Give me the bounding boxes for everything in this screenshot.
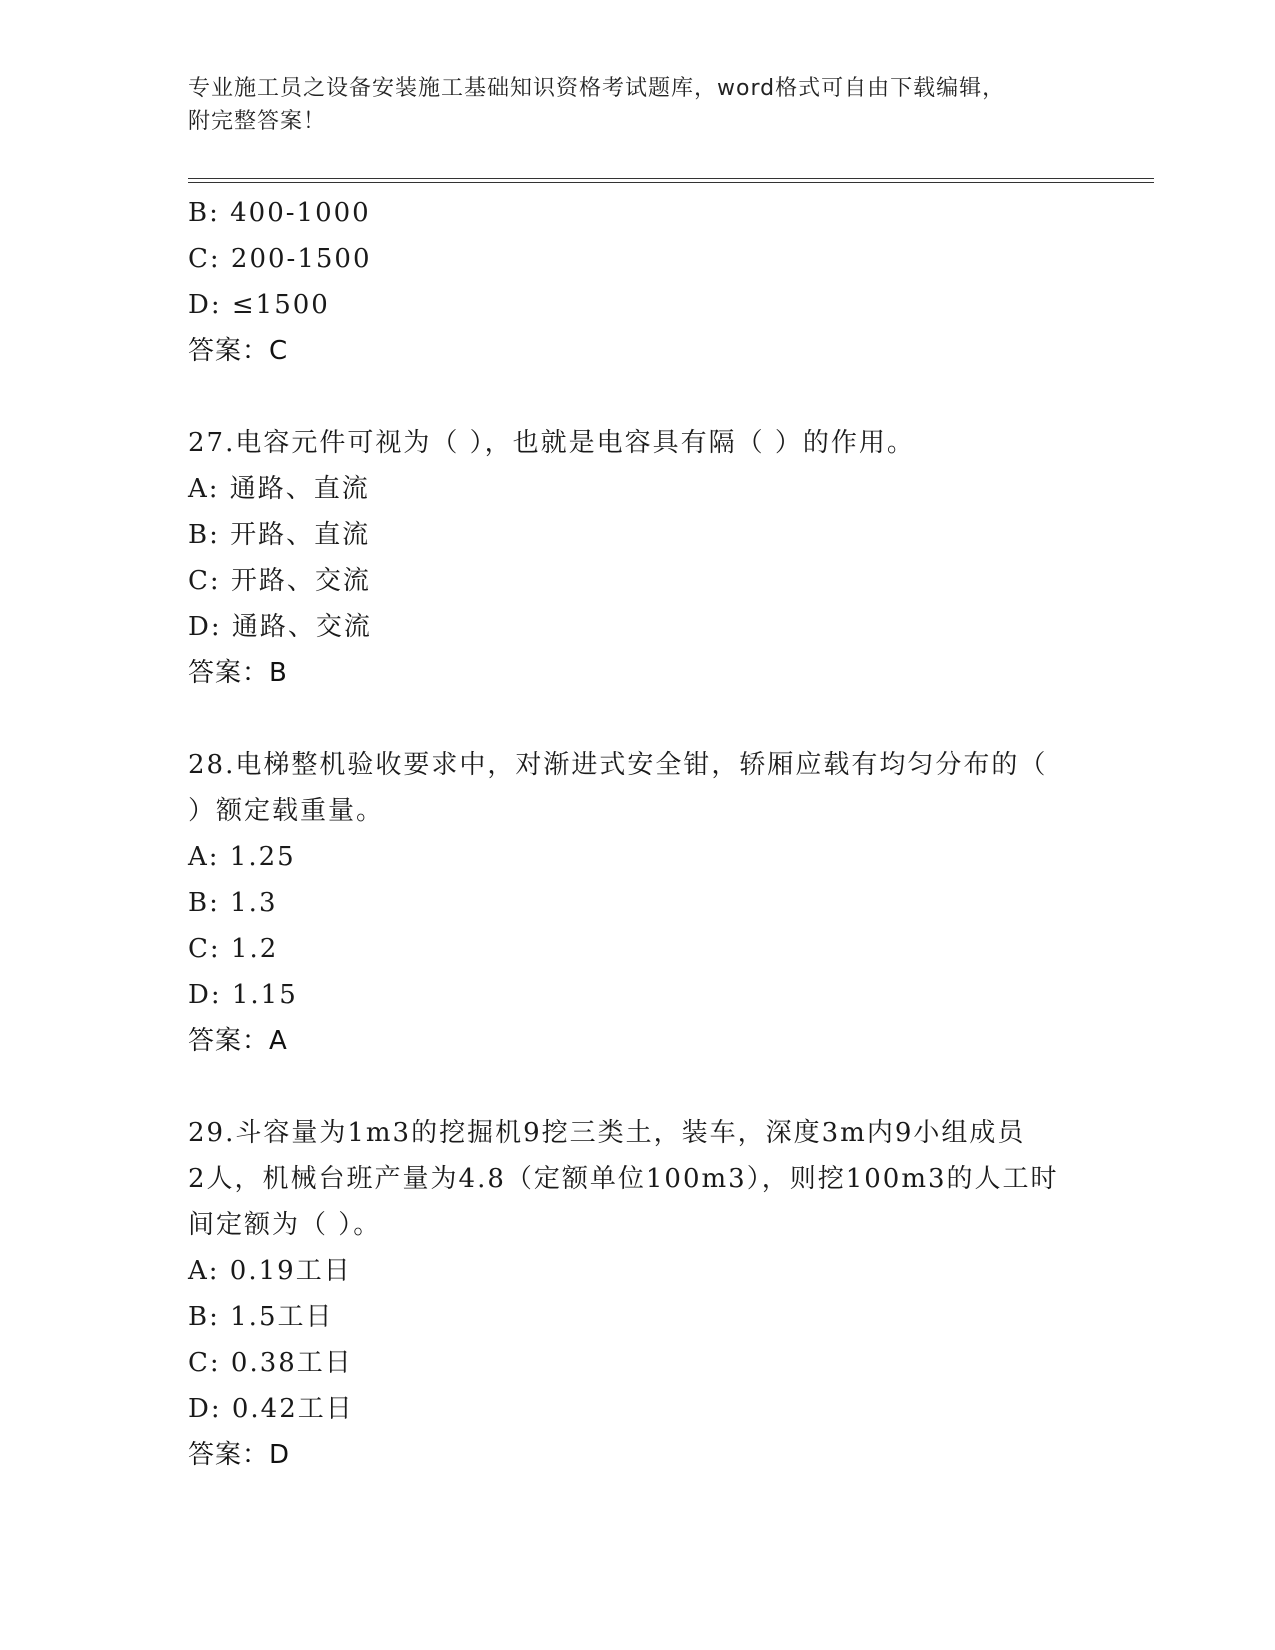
answer-line: 答案：C bbox=[188, 336, 289, 366]
option-a: A: 通路、直流 bbox=[188, 474, 370, 504]
question-stem bbox=[188, 742, 1088, 834]
option-c: C: 开路、交流 bbox=[188, 566, 371, 596]
question-29 bbox=[188, 1110, 1088, 1478]
question-carryover bbox=[188, 190, 1088, 374]
option-d: D: 0.42工日 bbox=[188, 1394, 354, 1424]
option-b: B: 开路、直流 bbox=[188, 520, 371, 550]
question-28 bbox=[188, 742, 1088, 1064]
option-b: B: 1.3 bbox=[188, 888, 278, 918]
question-stem-line: ）额定载重量。 bbox=[188, 796, 385, 826]
header-title-line-1: 专业施工员之设备安装施工基础知识资格考试题库，word格式可自由下载编辑， bbox=[188, 76, 1006, 101]
option-c: C: 1.2 bbox=[188, 934, 279, 964]
question-stem-line: 29.斗容量为1m3的挖掘机9挖三类土，装车，深度3m内9小组成员 bbox=[188, 1118, 1026, 1148]
option-d: D: 1.15 bbox=[188, 980, 298, 1010]
document-body bbox=[188, 190, 1088, 1478]
question-stem-line: 28.电梯整机验收要求中，对渐进式安全钳，轿厢应载有均匀分布的（ bbox=[188, 750, 1048, 780]
option-a: A: 1.25 bbox=[188, 842, 296, 872]
question-stem bbox=[188, 1110, 1088, 1248]
header-title-line-2: 附完整答案！ bbox=[188, 109, 327, 134]
option-b: B: 1.5工日 bbox=[188, 1302, 334, 1332]
header-divider bbox=[188, 178, 1154, 183]
answer-line: 答案：D bbox=[188, 1440, 291, 1470]
option-d: D: 通路、交流 bbox=[188, 612, 372, 642]
answer-line: 答案：A bbox=[188, 1026, 288, 1056]
question-stem-line: 27.电容元件可视为（ ），也就是电容具有隔（ ）的作用。 bbox=[188, 428, 915, 458]
option-c: C: 200-1500 bbox=[188, 244, 372, 274]
page-header bbox=[188, 72, 1088, 138]
option-c: C: 0.38工日 bbox=[188, 1348, 353, 1378]
question-stem-line: 2人，机械台班产量为4.8（定额单位100m3），则挖100m3的人工时 bbox=[188, 1164, 1059, 1194]
question-27 bbox=[188, 420, 1088, 696]
option-a: A: 0.19工日 bbox=[188, 1256, 352, 1286]
answer-line: 答案：B bbox=[188, 658, 288, 688]
option-d: D: ≤1500 bbox=[188, 290, 330, 320]
question-stem bbox=[188, 420, 1088, 466]
question-stem-line: 间定额为（ ）。 bbox=[188, 1210, 382, 1240]
option-b: B: 400-1000 bbox=[188, 198, 371, 228]
